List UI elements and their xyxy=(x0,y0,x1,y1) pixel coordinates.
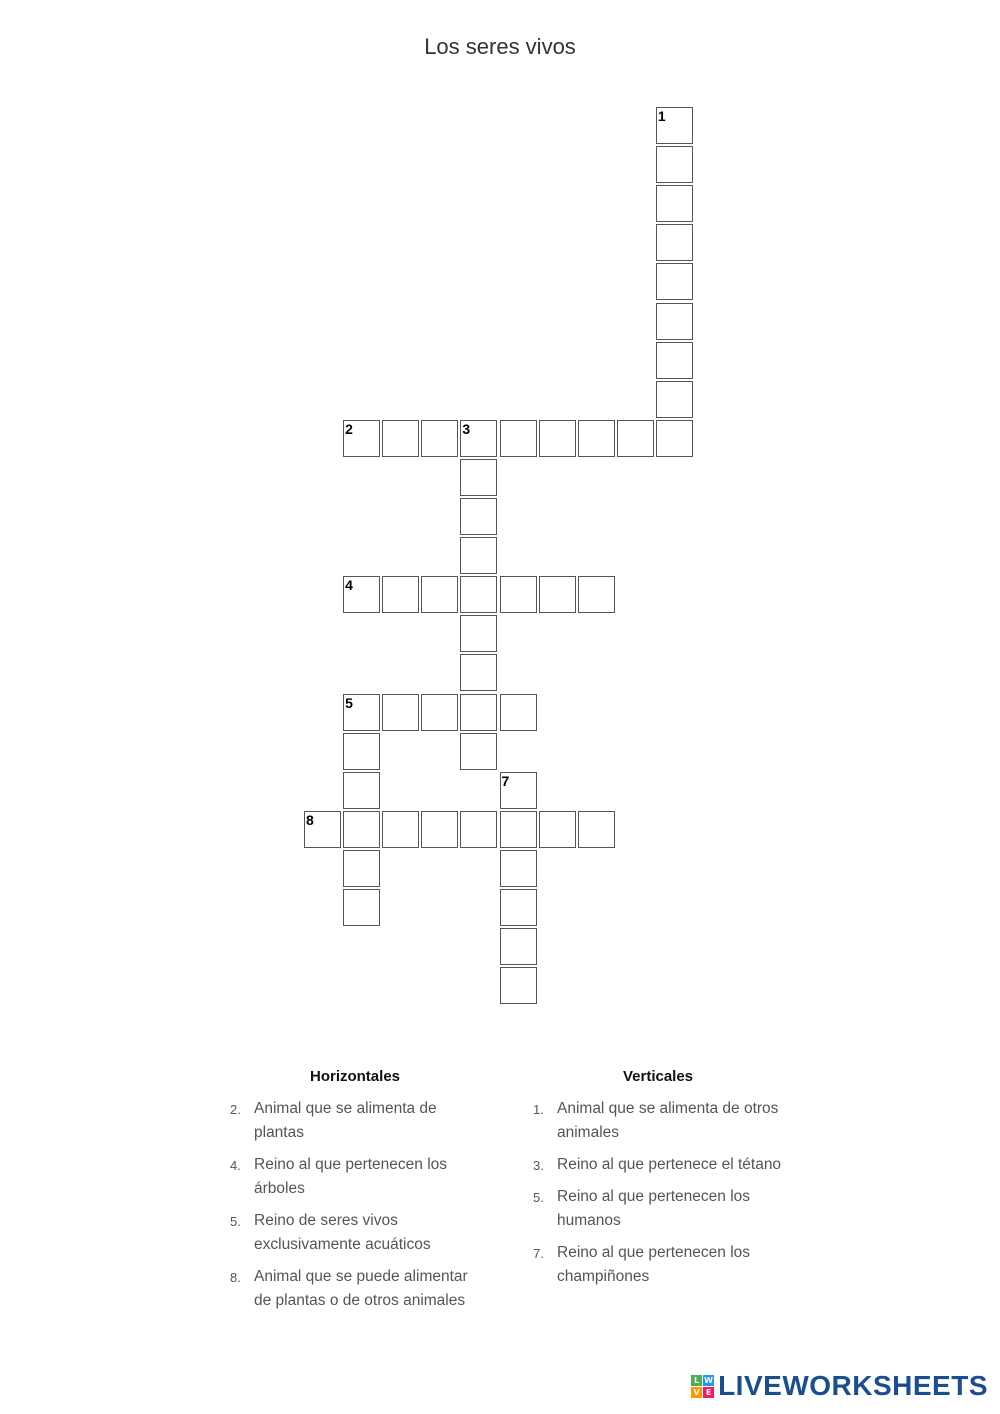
crossword-cell[interactable] xyxy=(656,224,693,261)
crossword-cell[interactable] xyxy=(656,420,693,457)
crossword-cell[interactable] xyxy=(500,889,537,926)
cell-input[interactable] xyxy=(657,421,692,456)
clue-number-label: 1 xyxy=(657,108,666,124)
crossword-cell[interactable] xyxy=(343,576,380,613)
crossword-cell[interactable] xyxy=(343,811,380,848)
crossword-cell[interactable] xyxy=(656,107,693,144)
vertical-heading: Verticales xyxy=(622,1068,694,1085)
crossword-cell[interactable] xyxy=(343,733,380,770)
cell-input[interactable] xyxy=(344,577,379,612)
clue-number-label: 7 xyxy=(501,772,510,789)
clue-text: Reino al que pertenecen los árboles xyxy=(254,1156,448,1197)
crossword-cell[interactable] xyxy=(656,342,693,379)
clue-number: 7. xyxy=(533,1246,544,1261)
cell-input[interactable] xyxy=(344,695,379,730)
crossword-cell[interactable] xyxy=(382,694,419,731)
cell-input[interactable] xyxy=(657,147,692,182)
crossword-cell[interactable] xyxy=(460,694,497,731)
clue-item xyxy=(533,1185,783,1233)
clue-text: Animal que se puede alimentar de plantas o de otros animales xyxy=(254,1268,468,1309)
clue-text: Reino al que pertenecen los humanos xyxy=(557,1188,751,1229)
clue-number: 4. xyxy=(230,1158,241,1173)
cell-input[interactable] xyxy=(461,734,496,769)
crossword-cell[interactable] xyxy=(343,772,380,809)
crossword-cell[interactable] xyxy=(460,615,497,652)
clue-number: 8. xyxy=(230,1270,241,1285)
cell-input[interactable] xyxy=(540,812,575,847)
clue-number: 3. xyxy=(533,1158,544,1173)
horizontal-clues xyxy=(230,1068,480,1321)
cell-input[interactable] xyxy=(461,695,496,730)
clue-number-label: 5 xyxy=(345,694,353,711)
cell-input[interactable] xyxy=(657,304,692,339)
clue-text: Animal que se alimenta de plantas xyxy=(254,1100,437,1141)
cell-input[interactable] xyxy=(657,343,692,378)
crossword-cell[interactable] xyxy=(343,889,380,926)
clue-item xyxy=(533,1153,783,1177)
crossword-cell[interactable] xyxy=(421,811,458,848)
cell-input[interactable] xyxy=(461,616,496,651)
cell-input[interactable] xyxy=(383,695,418,730)
cell-input[interactable] xyxy=(422,421,457,456)
logo-text: LIVEWORKSHEETS xyxy=(718,1370,988,1401)
clue-text: Reino al que pertenecen los champiñones xyxy=(557,1244,751,1285)
cell-input[interactable] xyxy=(344,851,379,886)
logo-mark-tile: V xyxy=(691,1387,702,1398)
clue-item xyxy=(230,1209,480,1257)
crossword-cell[interactable] xyxy=(656,303,693,340)
crossword-cell[interactable] xyxy=(500,967,537,1004)
crossword-cell[interactable] xyxy=(500,850,537,887)
cell-input[interactable] xyxy=(501,851,536,886)
logo-mark-tile: L xyxy=(691,1375,702,1386)
crossword-cell[interactable] xyxy=(578,811,615,848)
crossword-cell[interactable] xyxy=(656,146,693,183)
clue-number-label: 4 xyxy=(345,577,353,594)
cell-input[interactable] xyxy=(579,812,614,847)
cell-input[interactable] xyxy=(501,929,536,964)
cell-input[interactable] xyxy=(657,186,692,221)
cell-input[interactable] xyxy=(344,421,379,456)
crossword-cell[interactable] xyxy=(500,420,537,457)
cell-input[interactable] xyxy=(422,695,457,730)
clue-number: 1. xyxy=(533,1102,544,1117)
cell-input[interactable] xyxy=(579,577,614,612)
cell-input[interactable] xyxy=(461,655,496,690)
crossword-cell[interactable] xyxy=(421,576,458,613)
crossword-cell[interactable] xyxy=(460,537,497,574)
crossword-cell[interactable] xyxy=(656,185,693,222)
cell-input[interactable] xyxy=(344,812,379,847)
crossword-cell[interactable] xyxy=(539,576,576,613)
logo-mark-tile: W xyxy=(704,1375,713,1385)
cell-input[interactable] xyxy=(344,734,379,769)
crossword-cell[interactable] xyxy=(460,498,497,535)
crossword-cell[interactable] xyxy=(500,811,537,848)
clue-item xyxy=(230,1097,480,1145)
cell-input[interactable] xyxy=(422,577,457,612)
crossword-cell[interactable] xyxy=(578,576,615,613)
clue-text: Animal que se alimenta de otros animales xyxy=(557,1100,779,1141)
vertical-clues xyxy=(533,1068,783,1297)
crossword-cell[interactable] xyxy=(500,576,537,613)
cell-input[interactable] xyxy=(540,577,575,612)
crossword-cell[interactable] xyxy=(460,420,497,457)
crossword-cell[interactable] xyxy=(382,420,419,457)
cell-input[interactable] xyxy=(657,264,692,299)
crossword-cell[interactable] xyxy=(656,263,693,300)
crossword-cell[interactable] xyxy=(617,420,654,457)
clue-number: 2. xyxy=(230,1102,241,1117)
cell-input[interactable] xyxy=(501,968,536,1003)
crossword-cell[interactable] xyxy=(382,576,419,613)
cell-input[interactable] xyxy=(618,421,653,456)
crossword-cell[interactable] xyxy=(500,772,537,809)
crossword-cell[interactable] xyxy=(343,694,380,731)
cell-input[interactable] xyxy=(657,108,692,143)
cell-input[interactable] xyxy=(344,773,379,808)
crossword-cell[interactable] xyxy=(578,420,615,457)
crossword-cell[interactable] xyxy=(460,811,497,848)
cell-input[interactable] xyxy=(305,812,340,847)
crossword-cell[interactable] xyxy=(460,654,497,691)
cell-input[interactable] xyxy=(461,421,496,456)
crossword-cell[interactable] xyxy=(539,420,576,457)
crossword-cell[interactable] xyxy=(460,733,497,770)
crossword-cell[interactable] xyxy=(382,811,419,848)
cell-input[interactable] xyxy=(501,577,536,612)
cell-input[interactable] xyxy=(383,421,418,456)
crossword-cell[interactable] xyxy=(460,459,497,496)
cell-input[interactable] xyxy=(657,225,692,260)
cell-input[interactable] xyxy=(383,577,418,612)
cell-input[interactable] xyxy=(501,695,536,730)
clue-text: Reino de seres vivos exclusivamente acuáticos xyxy=(254,1212,431,1253)
logo-mark-icon xyxy=(691,1375,714,1398)
crossword-cell[interactable] xyxy=(421,694,458,731)
cell-input[interactable] xyxy=(461,577,496,612)
clue-text: Reino al que pertenece el tétano xyxy=(557,1156,782,1173)
crossword-cell[interactable] xyxy=(304,811,341,848)
clue-number-label: 2 xyxy=(345,420,353,437)
crossword-cell[interactable] xyxy=(460,576,497,613)
cell-input[interactable] xyxy=(461,812,496,847)
cell-input[interactable] xyxy=(501,773,536,808)
crossword-cell[interactable] xyxy=(343,420,380,457)
cell-input[interactable] xyxy=(344,890,379,925)
clue-number: 5. xyxy=(533,1190,544,1205)
crossword-cell[interactable] xyxy=(343,850,380,887)
horizontal-heading: Horizontales xyxy=(309,1068,400,1085)
crossword-cell[interactable] xyxy=(539,811,576,848)
crossword-cell[interactable] xyxy=(500,928,537,965)
page-title: Los seres vivos xyxy=(424,34,576,59)
cell-input[interactable] xyxy=(540,421,575,456)
cell-input[interactable] xyxy=(501,890,536,925)
logo-mark-tile: E xyxy=(703,1387,714,1398)
cell-input[interactable] xyxy=(501,421,536,456)
crossword-cell[interactable] xyxy=(421,420,458,457)
clue-item xyxy=(230,1153,480,1201)
cell-input[interactable] xyxy=(501,812,536,847)
liveworksheets-logo xyxy=(691,1370,988,1402)
cell-input[interactable] xyxy=(461,499,496,534)
cell-input[interactable] xyxy=(461,460,496,495)
cell-input[interactable] xyxy=(657,382,692,417)
cell-input[interactable] xyxy=(422,812,457,847)
clue-item xyxy=(533,1097,783,1145)
clue-number-label: 3 xyxy=(462,420,471,437)
cell-input[interactable] xyxy=(579,421,614,456)
cell-input[interactable] xyxy=(461,538,496,573)
clue-item xyxy=(230,1265,480,1313)
clue-number-label: 8 xyxy=(306,811,314,828)
clue-number: 5. xyxy=(230,1214,241,1229)
cell-input[interactable] xyxy=(383,812,418,847)
crossword-cell[interactable] xyxy=(500,694,537,731)
crossword-cell[interactable] xyxy=(656,381,693,418)
clue-item xyxy=(533,1241,783,1289)
